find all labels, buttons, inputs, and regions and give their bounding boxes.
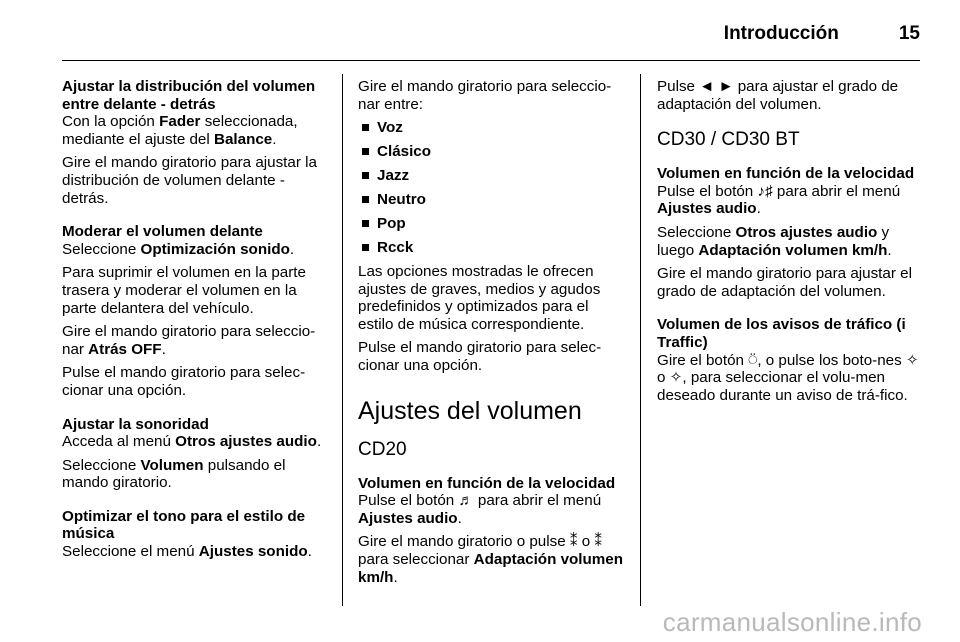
volume-knob-icon: ⍥ (748, 351, 758, 369)
text: para seleccionar (358, 551, 474, 569)
section-sonoridad (62, 416, 328, 492)
text: Gire el mando giratorio para seleccio-nar (62, 323, 316, 358)
text: , o pulse los boto-nes (757, 351, 906, 369)
heading-volumen-velocidad: Volumen en función de la velocidad (657, 165, 915, 183)
text: seleccionada, mediante el ajuste del (62, 113, 298, 148)
list-item (358, 167, 626, 185)
heading-sonoridad: Ajustar la sonoridad (62, 415, 209, 433)
text: o (657, 369, 670, 387)
menu-term: Volumen (140, 456, 204, 474)
paragraph (657, 224, 923, 259)
paragraph: Para suprimir el volumen en la parte trasera y moderar el volumen en la parte delantera del vehículo. (62, 264, 306, 317)
heading-cd20: CD20 (358, 438, 407, 460)
text: para abrir el menú (772, 182, 901, 200)
text: Gire el mando giratorio o pulse (358, 533, 570, 551)
menu-term: Otros ajustes audio (735, 223, 878, 241)
sound-options-list (358, 119, 626, 257)
option-label: Neutro (377, 191, 426, 209)
option-label: Pop (377, 215, 406, 233)
paragraph (62, 543, 328, 561)
paragraph: Pulse el mando giratorio para selec-cionar una opción. (358, 339, 602, 375)
text: Seleccione (62, 456, 141, 474)
list-item (358, 215, 626, 233)
text: . (272, 130, 277, 148)
heading-volumen-velocidad: Volumen en función de la velocidad (358, 474, 616, 492)
menu-term: Adaptación volumen km/h (358, 551, 624, 586)
menu-term: Balance (213, 130, 273, 148)
volume-down-icon: ✧ (669, 369, 683, 387)
text: . (316, 433, 322, 451)
menu-term: Otros ajustes audio (175, 433, 317, 451)
text: , para seleccionar el volu-men deseado durante un aviso de trá-fico. (657, 369, 908, 404)
paragraph (62, 433, 328, 451)
tone-icon: ♪♯ (757, 182, 773, 200)
arrow-up-icon: ⁑ (569, 533, 578, 551)
text: . (307, 543, 312, 561)
column-divider (640, 74, 641, 606)
menu-term: Ajustes sonido (198, 543, 308, 561)
list-item (358, 119, 626, 137)
column-1 (62, 78, 328, 577)
heading-cd30: CD30 / CD30 BT (657, 129, 800, 151)
text: . (161, 340, 166, 358)
text: pulsando el mando giratorio. (62, 456, 286, 492)
paragraph (62, 457, 328, 492)
list-item (358, 239, 626, 257)
paragraph (62, 241, 328, 259)
watermark: carmanualsonline.info (662, 607, 922, 637)
paragraph: Gire el mando giratorio para ajustar la distribución de volumen delante - detrás. (62, 154, 317, 207)
menu-term: Atrás OFF (88, 340, 162, 358)
bullet-square-icon (362, 124, 369, 131)
volume-up-icon: ✧ (905, 351, 919, 369)
bullet-square-icon (362, 244, 369, 251)
text: . (457, 509, 462, 527)
heading-moderar: Moderar el volumen delante (62, 223, 263, 241)
option-label: Jazz (377, 167, 410, 185)
column-2 (358, 78, 626, 592)
page-header (724, 16, 920, 52)
list-item (358, 191, 626, 209)
section-optimizar (62, 508, 328, 561)
bullet-square-icon (362, 148, 369, 155)
bullet-square-icon (362, 220, 369, 227)
page-number: 15 (898, 23, 920, 44)
text: Acceda al menú (62, 433, 176, 451)
column-divider (342, 74, 343, 606)
menu-term: Fader (159, 113, 201, 131)
paragraph (657, 352, 923, 405)
arrow-down-icon: ⁑ (594, 533, 602, 551)
text: Pulse el botón (358, 492, 459, 510)
paragraph (62, 323, 328, 358)
heading-optimizar: Optimizar el tono para el estilo de música (62, 507, 306, 543)
text: Seleccione el menú (62, 543, 199, 561)
heading-fader: Ajustar la distribución del volumen entre delante - detrás (62, 78, 316, 113)
text: Pulse el botón (657, 182, 758, 200)
text: . (393, 568, 398, 586)
paragraph: Gire el mando giratorio para ajustar el grado de adaptación del volumen. (657, 265, 912, 300)
bullet-square-icon (362, 172, 369, 179)
paragraph (657, 183, 923, 218)
bullet-square-icon (362, 196, 369, 203)
paragraph (358, 492, 626, 527)
column-3 (657, 78, 923, 410)
heading-avisos-trafico: Volumen de los avisos de tráfico (i Traffic) (657, 316, 906, 351)
heading-ajustes-volumen: Ajustes del volumen (358, 396, 582, 425)
menu-term: Optimización sonido (140, 240, 290, 258)
list-item (358, 143, 626, 161)
paragraph (62, 113, 328, 148)
option-label: Voz (377, 119, 403, 137)
option-label: Rcck (377, 239, 414, 257)
music-note-icon: ♬ (458, 492, 474, 510)
menu-term: Ajustes audio (657, 200, 757, 218)
text: Gire el botón (657, 351, 749, 369)
option-label: Clásico (377, 143, 432, 161)
paragraph: Las opciones mostradas le ofrecen ajustes de graves, medios y agudos predefinidos y optimizados para el estilo de música correspondiente. (358, 263, 601, 333)
header-rule (62, 60, 920, 61)
text: y luego (657, 223, 890, 259)
section-title: Introducción (723, 23, 839, 44)
text: . (289, 240, 295, 258)
menu-term: Adaptación volumen km/h (698, 241, 888, 259)
section-moderar (62, 223, 328, 399)
paragraph: Pulse el mando giratorio para selec-cionar una opción. (62, 364, 306, 399)
paragraph: Gire el mando giratorio para seleccio-nar entre: (358, 78, 612, 113)
text: . (887, 241, 892, 259)
paragraph: Pulse ◄ ► para ajustar el grado de adaptación del volumen. (657, 78, 899, 113)
text: Seleccione (657, 223, 736, 241)
menu-term: Ajustes audio (358, 509, 458, 527)
text: . (756, 200, 761, 218)
section-fader (62, 78, 328, 207)
paragraph (358, 533, 626, 586)
text: para abrir el menú (473, 492, 602, 510)
text: o (577, 533, 595, 551)
text: Con la opción (62, 113, 160, 131)
text: Seleccione (62, 240, 141, 258)
